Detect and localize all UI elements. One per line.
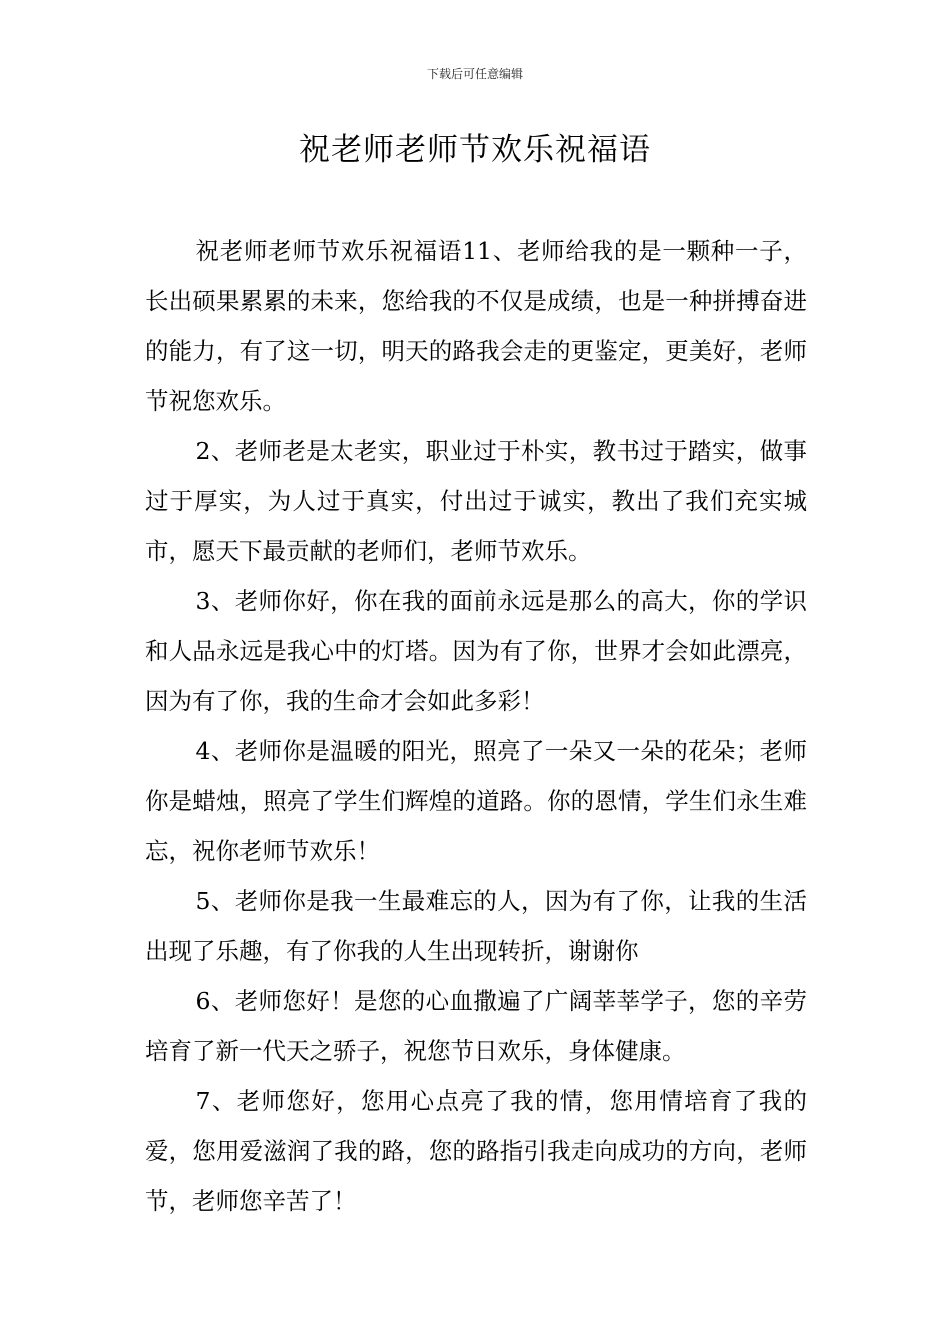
- paragraph-5: 5、老师你是我一生最难忘的人，因为有了你，让我的生活出现了乐趣，有了你我的人生出现转折，谢谢你: [145, 887, 807, 965]
- header-note: 下载后可任意编辑: [426, 67, 523, 81]
- paragraph-1: 祝老师老师节欢乐祝福语11、老师给我的是一颗种一子，长出硕果累累的未来，您给我的不仅是成绩，也是一种拼搏奋进的能力，有了这一切，明天的路我会走的更鉴定，更美好，老师节祝您欢乐。: [145, 237, 807, 415]
- paragraph-2: 2、老师老是太老实，职业过于朴实，教书过于踏实，做事过于厚实，为人过于真实，付出过于诚实，教出了我们充实城市，愿天下最贡献的老师们，老师节欢乐。: [145, 437, 807, 565]
- paragraph-7: 7、老师您好，您用心点亮了我的情，您用情培育了我的爱，您用爱滋润了我的路，您的路指引我走向成功的方向，老师节，老师您辛苦了！: [145, 1087, 807, 1215]
- paragraph-3: 3、老师你好，你在我的面前永远是那么的高大，你的学识和人品永远是我心中的灯塔。因为有了你，世界才会如此漂亮，因为有了你，我的生命才会如此多彩！: [145, 587, 807, 715]
- document-body: [145, 226, 807, 1226]
- paragraph-6: 6、老师您好！是您的心血撒遍了广阔莘莘学子，您的辛劳培育了新一代天之骄子，祝您节日欢乐，身体健康。: [145, 987, 807, 1065]
- document-title: 祝老师老师节欢乐祝福语: [299, 132, 651, 168]
- paragraph-4: 4、老师你是温暖的阳光，照亮了一朵又一朵的花朵；老师你是蜡烛，照亮了学生们辉煌的道路。你的恩情，学生们永生难忘，祝你老师节欢乐！: [145, 737, 807, 865]
